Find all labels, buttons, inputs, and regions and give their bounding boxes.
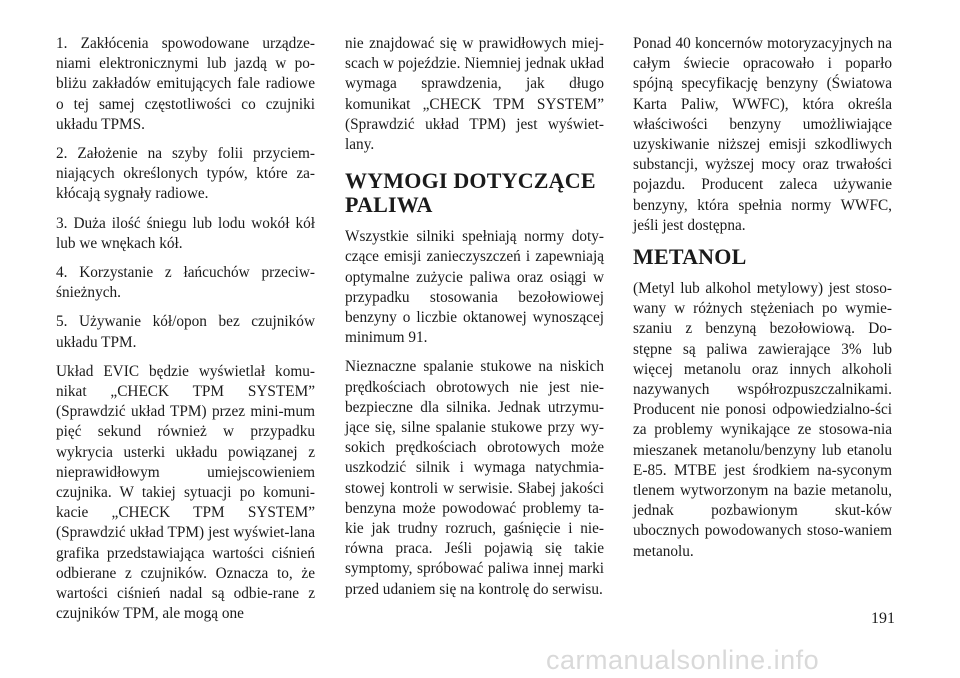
paragraph: nie znajdować się w prawidłowych miej-scach w pojeździe. Niemniej jednak układ wymaga sprawdzenia, jak długo komunikat „CHECK TPM SYSTEM” (Sprawdzić układ TPM) jest wyświet-lany.	[345, 35, 604, 154]
paragraph: 5. Używanie kół/opon bez czujników układu TPM.	[56, 313, 315, 351]
paragraph: 2. Założenie na szyby folii przyciem-niających określonych typów, które za-kłócają sygnały radiowe.	[56, 145, 315, 203]
text-column-2	[345, 34, 604, 609]
paragraph: Wszystkie silniki spełniają normy doty-czące emisji zanieczyszczeń i zapewniają optymalne zużycie paliwa oraz osiągi w przypadku stosowania bezołowiowej benzyny o liczbie oktanowej wynoszącej minimum 91.	[345, 228, 604, 347]
paragraph: Układ EVIC będzie wyświetlał komu-nikat „CHECK TPM SYSTEM” (Sprawdzić układ TPM) przez mini-mum pięć sekund również w przypadku wykrycia usterki układu powiązanej z nieprawidłowym umiejscowieniem czujnika. W takiej sytuacji po komuni-kacie „CHECK TPM SYSTEM” (Sprawdzić układ TPM) jest wyświet-lana grafika przedstawiająca wartości ciśnień odbierane z czujników. Oznacza to, że wartości ciśnień nadal są odbie-rane z czujników TPM, ale mogą one	[56, 362, 315, 623]
paragraph: Ponad 40 koncernów motoryzacyjnych na całym świecie opracowało i poparło spójną specyfikację benzyny (Światowa Karta Paliw, WWFC), która określa właściwości benzyny umożliwiające uzyskiwanie niższej emisji szkodliwych substancji, wyższej mocy oraz trwałości pojazdu. Producent zaleca używanie benzyny, która spełnia normy WWFC, jeśli jest dostępna.	[633, 35, 892, 234]
page-number: 191	[871, 610, 895, 627]
paragraph: (Metyl lub alkohol metylowy) jest stoso-wany w różnych stężeniach po wymie-szaniu z benzyną bezołowiową. Do-stępne są paliwa zawierające 3% lub więcej metanolu oraz innych alkoholi nazywanych współrozpuszczalnikami. Producent nie ponosi odpowiedzialno-ści za problemy wynikające ze stosowa-nia mieszanek metanolu/benzyny lub etanolu E-85. MTBE jest środkiem na-syconym tlenem wytworzonym na bazie metanolu, jednak pozbawionym skut-ków ubocznych powodowanych stoso-waniem metanolu.	[633, 280, 892, 560]
watermark: carmanualsonline.info	[546, 645, 820, 675]
text-column-1	[56, 34, 315, 633]
paragraph: Nieznaczne spalanie stukowe na niskich prędkościach obrotowych nie jest nie-bezpieczne dla silnika. Jednak utrzymu-jące się, silne spalanie stukowe przy wy-sokich prędkościach obrotowych może uszkodzić silnik i wymaga natychmia-stowej kontroli w serwisie. Słabej jakości benzyna może powodować problemy ta-kie jak trudny rozruch, gaśnięcie i nie-równa praca. Jeśli pojawią się takie symptomy, spróbować paliwa innej marki przed udaniem się na kontrolę do serwisu.	[345, 358, 604, 598]
text-column-3	[633, 34, 892, 571]
paragraph: 4. Korzystanie z łańcuchów przeciw-śnieżnych.	[56, 264, 315, 302]
paragraph: 3. Duża ilość śniegu lub lodu wokół kół lub we wnękach kół.	[56, 214, 315, 252]
section-heading-methanol: METANOL	[633, 244, 747, 270]
paragraph: 1. Zakłócenia spowodowane urządze-niami elektronicznymi lub jazdą w po-bliżu zakładów emitujących fale radiowe o tej samej częstotliwości co czujniki układu TPMS.	[56, 35, 315, 133]
section-heading-fuel-requirements: WYMOGI DOTYCZĄCE PALIWA	[345, 168, 596, 218]
